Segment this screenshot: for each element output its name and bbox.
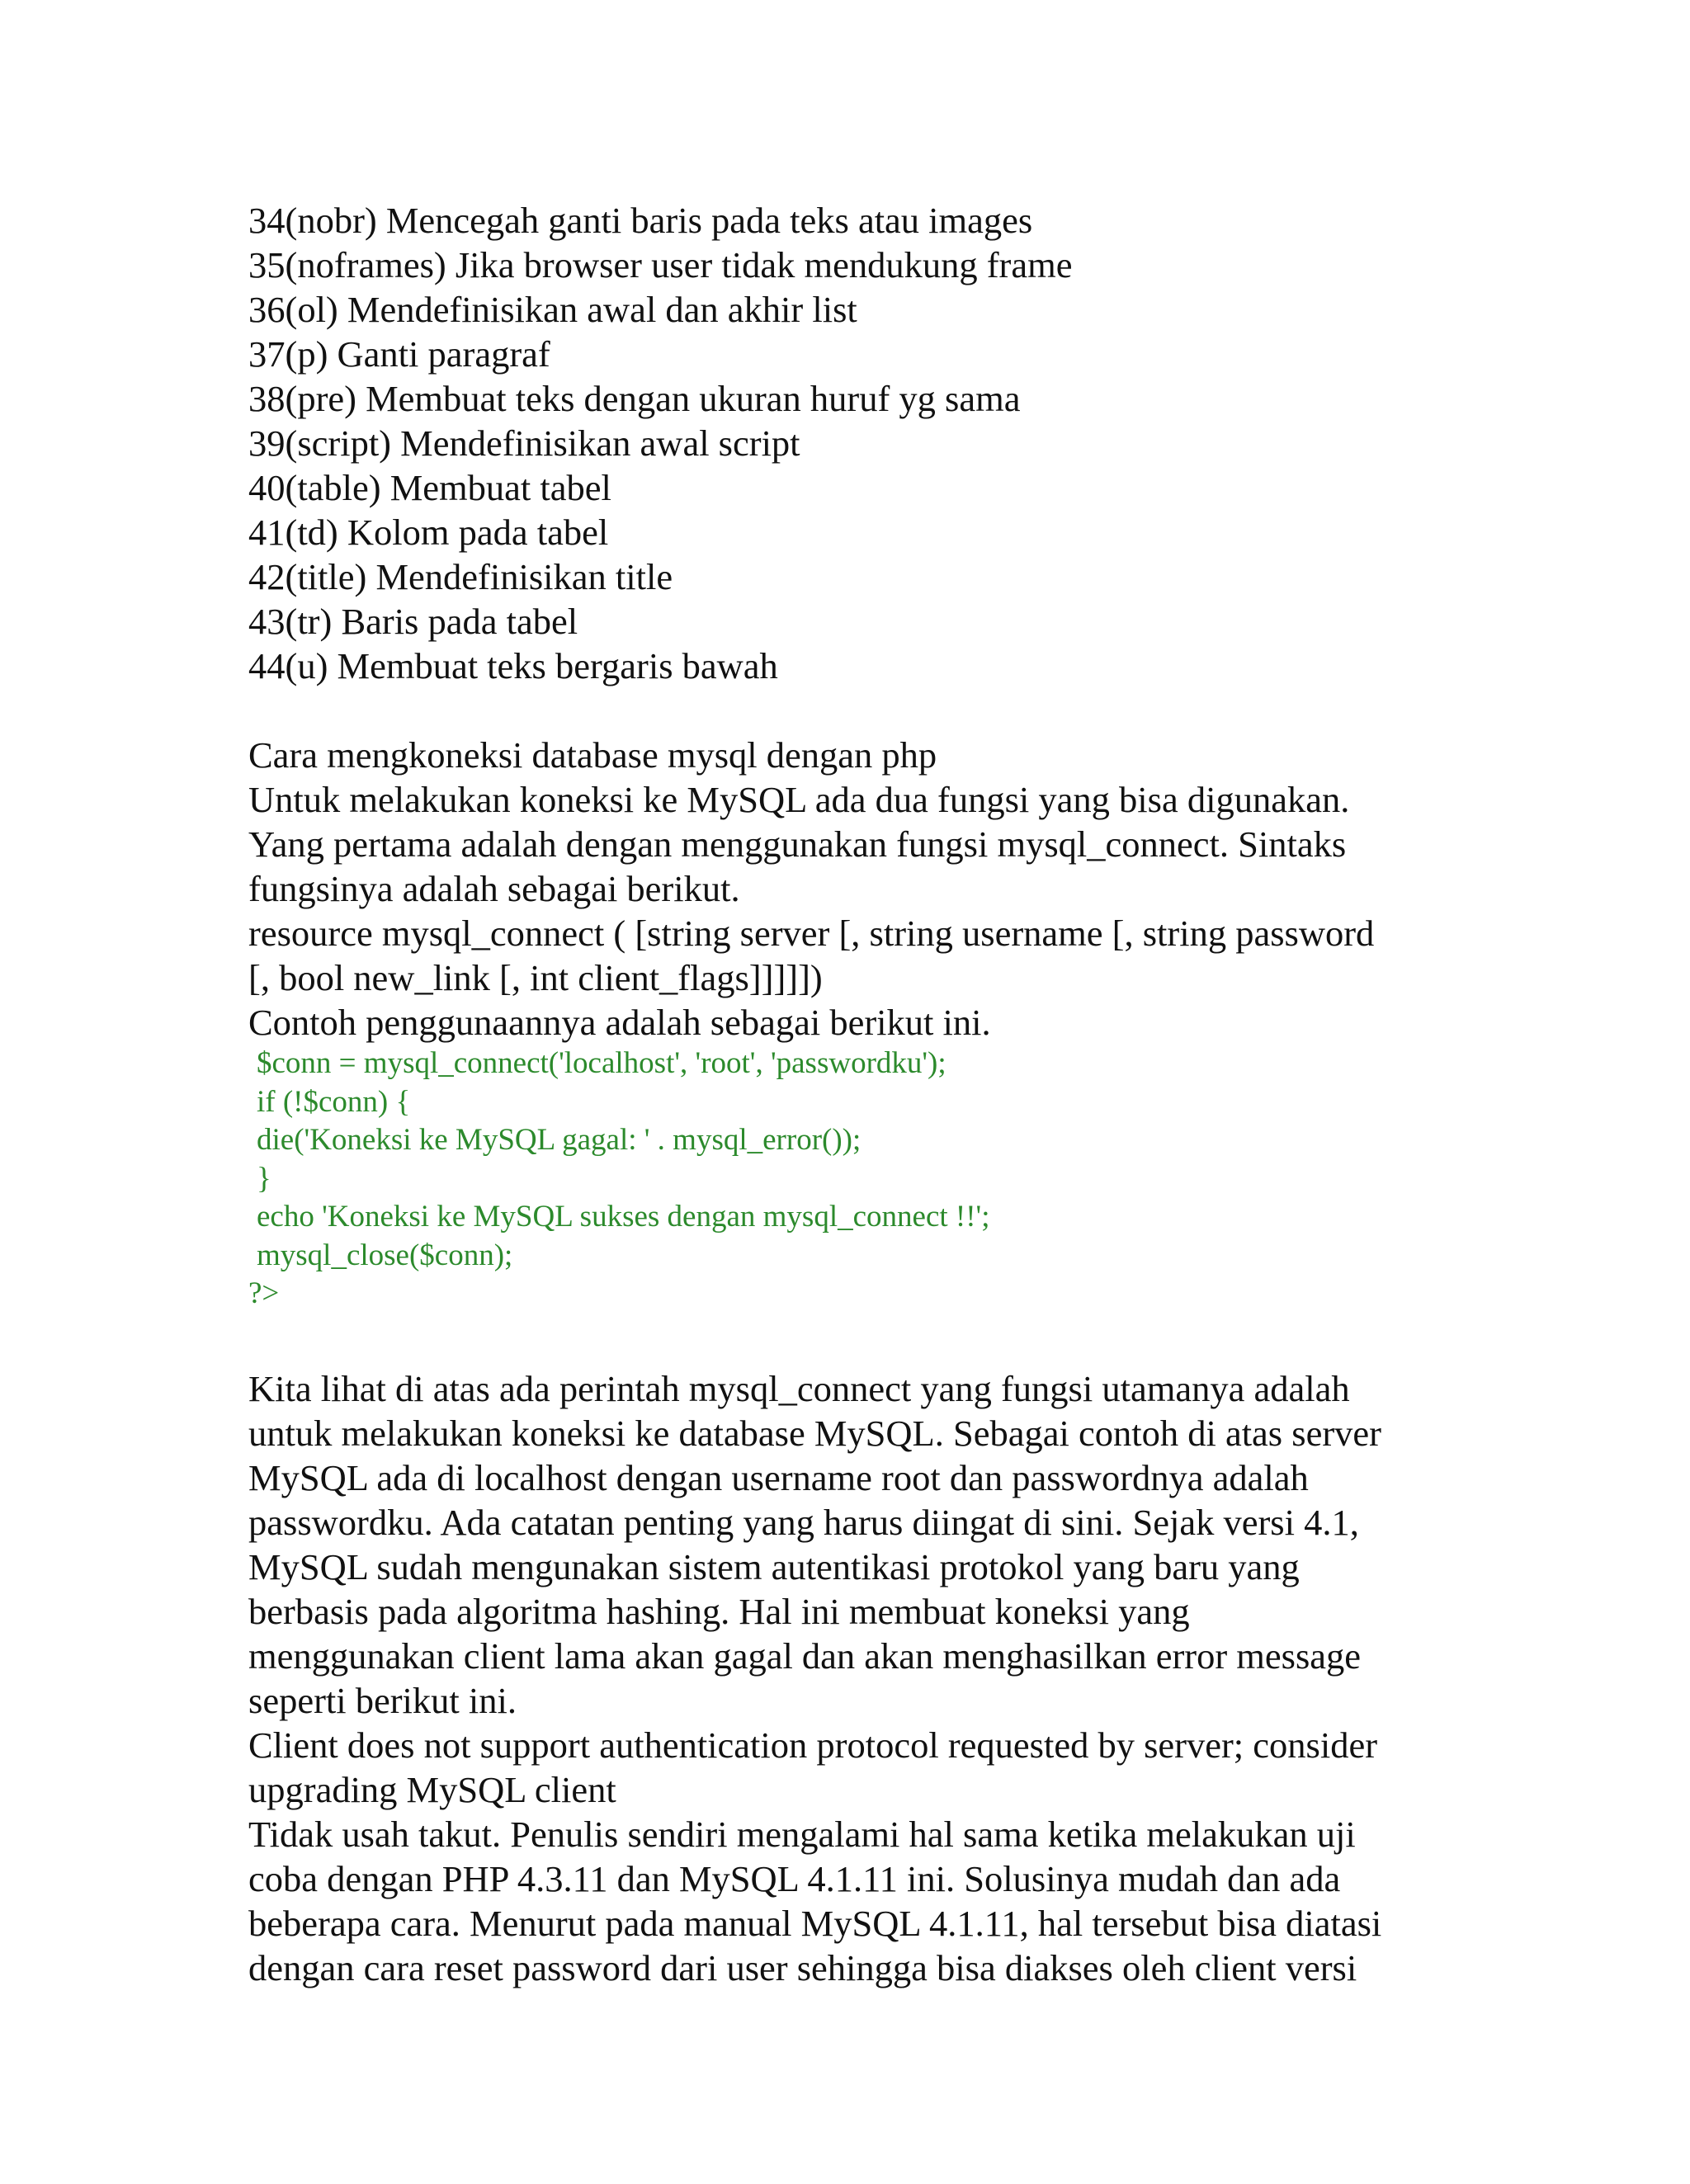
code-line: ?> <box>248 1276 280 1310</box>
list-item: 34(nobr) Mencegah ganti baris pada teks atau images <box>248 200 1033 241</box>
list-item: 44(u) Membuat teks bergaris bawah <box>248 645 778 686</box>
code-line: die('Koneksi ke MySQL gagal: ' . mysql_error()); <box>257 1123 862 1157</box>
list-item: 39(script) Mendefinisikan awal script <box>248 422 800 464</box>
paragraph-line: dengan cara reset password dari user sehingga bisa diakses oleh client versi <box>248 1946 1357 1988</box>
paragraph-line: Untuk melakukan koneksi ke MySQL ada dua fungsi yang bisa digunakan. <box>248 779 1350 820</box>
paragraph-line: resource mysql_connect ( [string server [, string username [, string password <box>248 913 1375 954</box>
paragraph-line: beberapa cara. Menurut pada manual MySQL 4.1.11, hal tersebut bisa diatasi <box>248 1902 1382 1944</box>
paragraph-line: Contoh penggunaannya adalah sebagai berikut ini. <box>248 1002 991 1043</box>
paragraph-line: seperti berikut ini. <box>248 1679 517 1721</box>
paragraph-line: MySQL ada di localhost dengan username root dan passwordnya adalah <box>248 1456 1309 1498</box>
code-line: if (!$conn) { <box>257 1084 411 1119</box>
section-intro <box>248 733 1470 1045</box>
paragraph-line: [, bool new_link [, int client_flags]]]]]) <box>248 957 823 998</box>
paragraph-line: Tidak usah takut. Penulis sendiri mengalami hal sama ketika melakukan uji <box>248 1813 1356 1855</box>
paragraph-line: MySQL sudah mengunakan sistem autentikasi protokol yang baru yang <box>248 1545 1300 1587</box>
paragraph-line: coba dengan PHP 4.3.11 dan MySQL 4.1.11 ini. Solusinya mudah dan ada <box>248 1857 1341 1899</box>
list-item: 37(p) Ganti paragraf <box>248 333 550 375</box>
list-item: 36(ol) Mendefinisikan awal dan akhir list <box>248 289 857 330</box>
list-item: 42(title) Mendefinisikan title <box>248 556 673 597</box>
list-item: 38(pre) Membuat teks dengan ukuran huruf yg sama <box>248 378 1021 419</box>
section-heading: Cara mengkoneksi database mysql dengan php <box>248 734 937 776</box>
paragraph-spacer <box>248 1314 1470 1366</box>
code-sample <box>248 1045 1470 1314</box>
list-item: 40(table) Membuat tabel <box>248 467 611 508</box>
paragraph-line: passwordku. Ada catatan penting yang harus diingat di sini. Sejak versi 4.1, <box>248 1501 1359 1543</box>
code-line: mysql_close($conn); <box>257 1238 513 1272</box>
list-item: 43(tr) Baris pada tabel <box>248 601 578 642</box>
code-line: $conn = mysql_connect('localhost', 'root', 'passwordku'); <box>257 1046 946 1080</box>
paragraph-line: menggunakan client lama akan gagal dan akan menghasilkan error message <box>248 1634 1362 1677</box>
error-message-line: upgrading MySQL client <box>248 1768 616 1810</box>
paragraph-line: fungsinya adalah sebagai berikut. <box>248 868 740 909</box>
paragraph-line: Yang pertama adalah dengan menggunakan fungsi mysql_connect. Sintaks <box>248 823 1347 865</box>
paragraph-line: Kita lihat di atas ada perintah mysql_connect yang fungsi utamanya adalah <box>248 1367 1350 1409</box>
paragraph-spacer <box>248 688 1470 733</box>
list-item: 35(noframes) Jika browser user tidak mendukung frame <box>248 244 1073 285</box>
error-message-line: Client does not support authentication protocol requested by server; consider <box>248 1724 1378 1766</box>
code-line: } <box>257 1161 271 1196</box>
code-line: echo 'Koneksi ke MySQL sukses dengan mysql_connect !!'; <box>257 1200 990 1234</box>
paragraph-line: untuk melakukan koneksi ke database MySQL. Sebagai contoh di atas server <box>248 1412 1381 1454</box>
explanation-paragraph <box>248 1366 1470 1990</box>
document-body <box>248 198 1470 1990</box>
list-item: 41(td) Kolom pada tabel <box>248 512 609 553</box>
html-tag-list <box>248 198 1470 688</box>
paragraph-line: berbasis pada algoritma hashing. Hal ini membuat koneksi yang <box>248 1590 1190 1632</box>
